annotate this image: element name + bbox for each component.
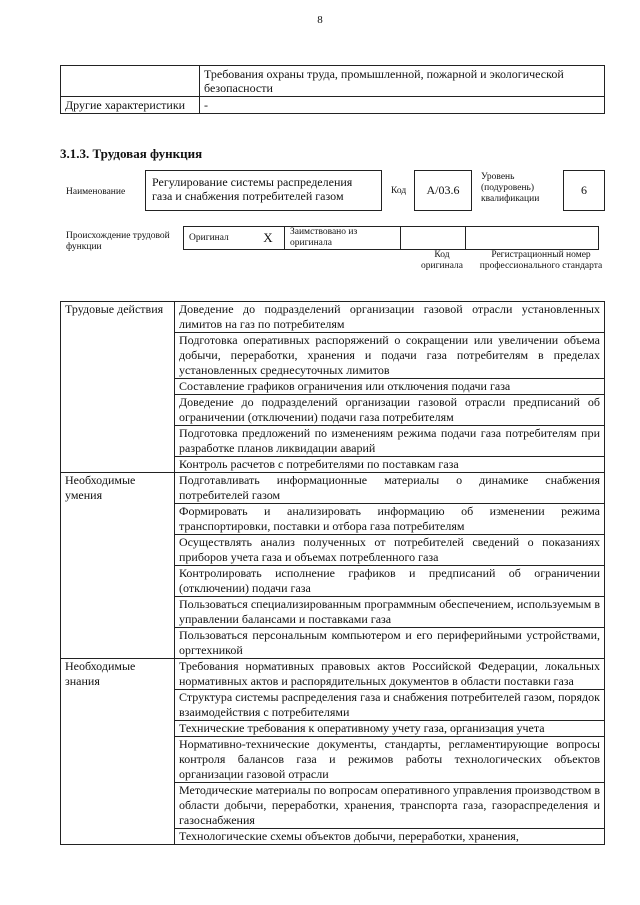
item-cell: Подготовка оперативных распоряжений о сокращении или увеличении объема добычи, переработки, хранения и подачи газа потребителям в пределах установленных среднесуточных лимитов	[175, 333, 605, 379]
item-cell: Пользоваться персональным компьютером и его периферийными устройствами, оргтехникой	[175, 628, 605, 659]
table-row	[61, 97, 605, 114]
table-row	[61, 473, 605, 504]
original-label: Оригинал	[184, 227, 253, 250]
item-cell: Осуществлять анализ полученных от потребителей сведений о показаниях приборов учета газа и объемах потребленного газа	[175, 535, 605, 566]
table-row	[61, 659, 605, 690]
item-cell: Нормативно-технические документы, стандарты, регламентирующие вопросы контроля балансов газа и режимов работы технологических объектов организации газовой отрасли	[175, 737, 605, 783]
origin-label: Происхождение трудовой функции	[66, 231, 170, 252]
category-cell: Необходимые умения	[61, 473, 175, 659]
item-cell: Технологические схемы объектов добычи, переработки, хранения,	[175, 829, 605, 845]
table-cell-value: -	[200, 97, 605, 114]
borrowed-label: Заимствовано из оригинала	[285, 227, 401, 250]
item-cell: Методические материалы по вопросам оперативного управления производством в области добычи, переработки, хранения, транспорта газа, газораспределения и газоснабжения	[175, 783, 605, 829]
item-cell: Подготовка предложений по изменениям режима подачи газа потребителям при разработке планов ликвидации аварий	[175, 426, 605, 457]
qualification-level-box: 6	[563, 170, 605, 211]
item-cell: Подготавливать информационные материалы о динамике снабжения потребителей газом	[175, 473, 605, 504]
labor-function-table	[60, 301, 605, 845]
function-code-box: A/03.6	[414, 170, 472, 211]
original-code-cell	[401, 227, 466, 250]
item-cell: Составление графиков ограничения или отключения подачи газа	[175, 379, 605, 395]
item-cell: Структура системы распределения газа и снабжения потребителей газом, порядок взаимодействия с потребителями	[175, 690, 605, 721]
table-cell-label	[61, 66, 200, 97]
item-cell: Контролировать исполнение графиков и предписаний об ограничении (отключении) подачи газа	[175, 566, 605, 597]
level-label: Уровень (подуровень) квалификации	[481, 172, 540, 204]
reg-number-caption: Регистрационный номер профессионального стандарта	[479, 250, 603, 271]
item-cell: Контроль расчетов с потребителями по поставкам газа	[175, 457, 605, 473]
table-row	[184, 227, 599, 250]
item-cell: Доведение до подразделений организации газовой отрасли предписаний об ограничении (отключении) подачи газа потребителям	[175, 395, 605, 426]
item-cell: Требования нормативных правовых актов Российской Федерации, локальных нормативных актов и распорядительных документов в области поставки газа	[175, 659, 605, 690]
item-cell: Доведение до подразделений организации газовой отрасли установленных лимитов на газ по потребителям	[175, 302, 605, 333]
function-name-box: Регулирование системы распределения газа и снабжения потребителей газом	[145, 170, 382, 211]
top-characteristics-table	[60, 65, 605, 114]
original-mark: X	[252, 227, 285, 250]
origin-table	[183, 226, 599, 250]
category-cell: Трудовые действия	[61, 302, 175, 473]
name-label: Наименование	[66, 187, 126, 197]
item-cell: Пользоваться специализированным программным обеспечением, используемым в управлении балансами и поставками газа	[175, 597, 605, 628]
reg-number-cell	[466, 227, 599, 250]
code-label: Код	[391, 186, 407, 196]
section-title: 3.1.3. Трудовая функция	[60, 146, 203, 161]
code-original-caption: Код оригинала	[421, 250, 463, 271]
table-cell-value: Требования охраны труда, промышленной, пожарной и экологической безопасности	[200, 66, 605, 97]
category-cell: Необходимые знания	[61, 659, 175, 845]
item-cell: Технические требования к оперативному учету газа, организация учета	[175, 721, 605, 737]
item-cell: Формировать и анализировать информацию об изменении режима транспортировки, поставки и отбора газа потребителям	[175, 504, 605, 535]
table-row	[61, 302, 605, 333]
table-cell-label: Другие характеристики	[61, 97, 200, 114]
page-number: 8	[317, 14, 323, 26]
table-row	[61, 66, 605, 97]
